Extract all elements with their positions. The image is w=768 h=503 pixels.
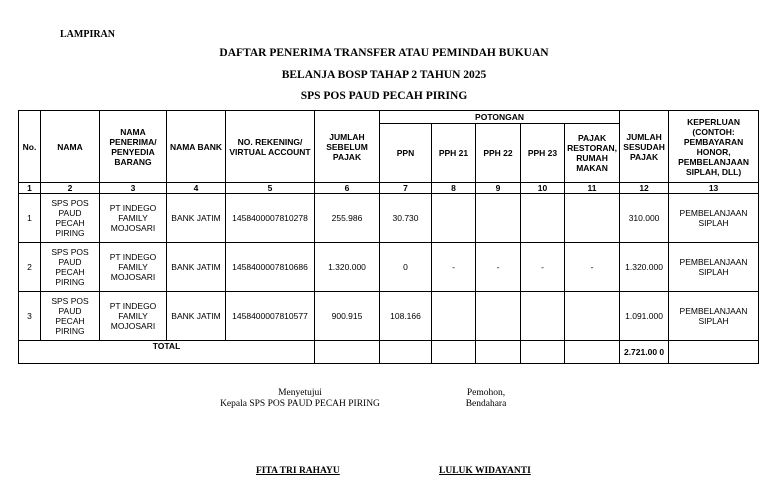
- cell-rekening: 1458400007810577: [226, 292, 315, 341]
- total-empty-cell: [315, 341, 380, 364]
- cell-bank: BANK JATIM: [167, 194, 226, 243]
- cell-pajak-restoran: [565, 292, 620, 341]
- cell-penerima: PT INDEGO FAMILY MOJOSARI: [100, 243, 167, 292]
- header-penerima: NAMA PENERIMA/ PENYEDIA BARANG: [100, 111, 167, 183]
- cell-penerima: PT INDEGO FAMILY MOJOSARI: [100, 194, 167, 243]
- cell-pph21: [432, 292, 476, 341]
- document-title: DAFTAR PENERIMA TRANSFER ATAU PEMINDAH BUKUAN: [219, 47, 549, 59]
- cell-no: 3: [19, 292, 41, 341]
- cell-pph22: [476, 194, 521, 243]
- column-number: 9: [476, 183, 521, 194]
- total-empty-cell: [380, 341, 432, 364]
- cell-sebelum-pajak: 900.915: [315, 292, 380, 341]
- cell-pph23: [521, 194, 565, 243]
- total-value: 2.721.00 0: [620, 341, 669, 364]
- cell-sebelum-pajak: 255.986: [315, 194, 380, 243]
- cell-bank: BANK JATIM: [167, 243, 226, 292]
- lampiran-label: LAMPIRAN: [60, 29, 115, 40]
- total-row: [19, 341, 759, 364]
- column-number: 3: [100, 183, 167, 194]
- table-row: [19, 194, 759, 243]
- cell-pph21: -: [432, 243, 476, 292]
- column-number: 4: [167, 183, 226, 194]
- header-pph23: PPH 23: [521, 124, 565, 183]
- cell-pph22: [476, 292, 521, 341]
- cell-pph22: -: [476, 243, 521, 292]
- table-row: [19, 292, 759, 341]
- cell-nama: SPS POS PAUD PECAH PIRING: [41, 243, 100, 292]
- header-bank: NAMA BANK: [167, 111, 226, 183]
- total-empty-cell: [565, 341, 620, 364]
- column-number-row: [19, 183, 759, 194]
- total-empty-cell: [432, 341, 476, 364]
- cell-no: 2: [19, 243, 41, 292]
- cell-pajak-restoran: -: [565, 243, 620, 292]
- column-number: 8: [432, 183, 476, 194]
- header-potongan: POTONGAN: [380, 111, 620, 124]
- cell-pph21: [432, 194, 476, 243]
- header-keperluan: KEPERLUAN (CONTOH: PEMBAYARAN HONOR, PEMBELANJAAN SIPLAH, DLL): [669, 111, 759, 183]
- cell-keperluan: PEMBELANJAAN SIPLAH: [669, 292, 759, 341]
- transfer-table: [18, 110, 759, 364]
- applicant-title: Bendahara: [465, 399, 507, 409]
- approver-name: FITA TRI RAHAYU: [256, 466, 340, 476]
- header-pph22: PPH 22: [476, 124, 521, 183]
- total-empty-cell: [476, 341, 521, 364]
- approver-caption: Menyetujui: [278, 388, 322, 398]
- column-number: 12: [620, 183, 669, 194]
- cell-nama: SPS POS PAUD PECAH PIRING: [41, 194, 100, 243]
- column-number: 2: [41, 183, 100, 194]
- column-number: 1: [19, 183, 41, 194]
- table-row: [19, 243, 759, 292]
- header-sebelum-pajak: JUMLAH SEBELUM PAJAK: [315, 111, 380, 183]
- total-empty-cell: [521, 341, 565, 364]
- cell-sesudah-pajak: 310.000: [620, 194, 669, 243]
- total-empty-cell: [669, 341, 759, 364]
- cell-ppn: 30.730: [380, 194, 432, 243]
- cell-pph23: -: [521, 243, 565, 292]
- cell-no: 1: [19, 194, 41, 243]
- column-number: 13: [669, 183, 759, 194]
- header-nama: NAMA: [41, 111, 100, 183]
- cell-sesudah-pajak: 1.320.000: [620, 243, 669, 292]
- cell-rekening: 1458400007810686: [226, 243, 315, 292]
- document-subtitle: BELANJA BOSP TAHAP 2 TAHUN 2025: [281, 69, 487, 81]
- cell-sesudah-pajak: 1.091.000: [620, 292, 669, 341]
- column-number: 7: [380, 183, 432, 194]
- cell-pph23: [521, 292, 565, 341]
- column-number: 11: [565, 183, 620, 194]
- column-number: 6: [315, 183, 380, 194]
- header-ppn: PPN: [380, 124, 432, 183]
- cell-ppn: 0: [380, 243, 432, 292]
- applicant-caption: Pemohon,: [466, 388, 506, 398]
- institution-name: SPS POS PAUD PECAH PIRING: [300, 90, 468, 102]
- header-no: No.: [19, 111, 41, 183]
- header-row: [19, 111, 759, 124]
- cell-bank: BANK JATIM: [167, 292, 226, 341]
- cell-nama: SPS POS PAUD PECAH PIRING: [41, 292, 100, 341]
- cell-rekening: 1458400007810278: [226, 194, 315, 243]
- approver-title: Kepala SPS POS PAUD PECAH PIRING: [220, 399, 380, 409]
- cell-sebelum-pajak: 1.320.000: [315, 243, 380, 292]
- approver-block: [200, 388, 400, 410]
- cell-keperluan: PEMBELANJAAN SIPLAH: [669, 243, 759, 292]
- cell-penerima: PT INDEGO FAMILY MOJOSARI: [100, 292, 167, 341]
- header-rekening: NO. REKENING/ VIRTUAL ACCOUNT: [226, 111, 315, 183]
- applicant-block: [430, 388, 542, 410]
- applicant-name: LULUK WIDAYANTI: [439, 466, 531, 476]
- header-sesudah-pajak: JUMLAH SESUDAH PAJAK: [620, 111, 669, 183]
- column-number: 5: [226, 183, 315, 194]
- cell-ppn: 108.166: [380, 292, 432, 341]
- header-pph21: PPH 21: [432, 124, 476, 183]
- cell-keperluan: PEMBELANJAAN SIPLAH: [669, 194, 759, 243]
- total-label: TOTAL: [19, 341, 315, 364]
- header-pajak-restoran: PAJAK RESTORAN, RUMAH MAKAN: [565, 124, 620, 183]
- cell-pajak-restoran: [565, 194, 620, 243]
- column-number: 10: [521, 183, 565, 194]
